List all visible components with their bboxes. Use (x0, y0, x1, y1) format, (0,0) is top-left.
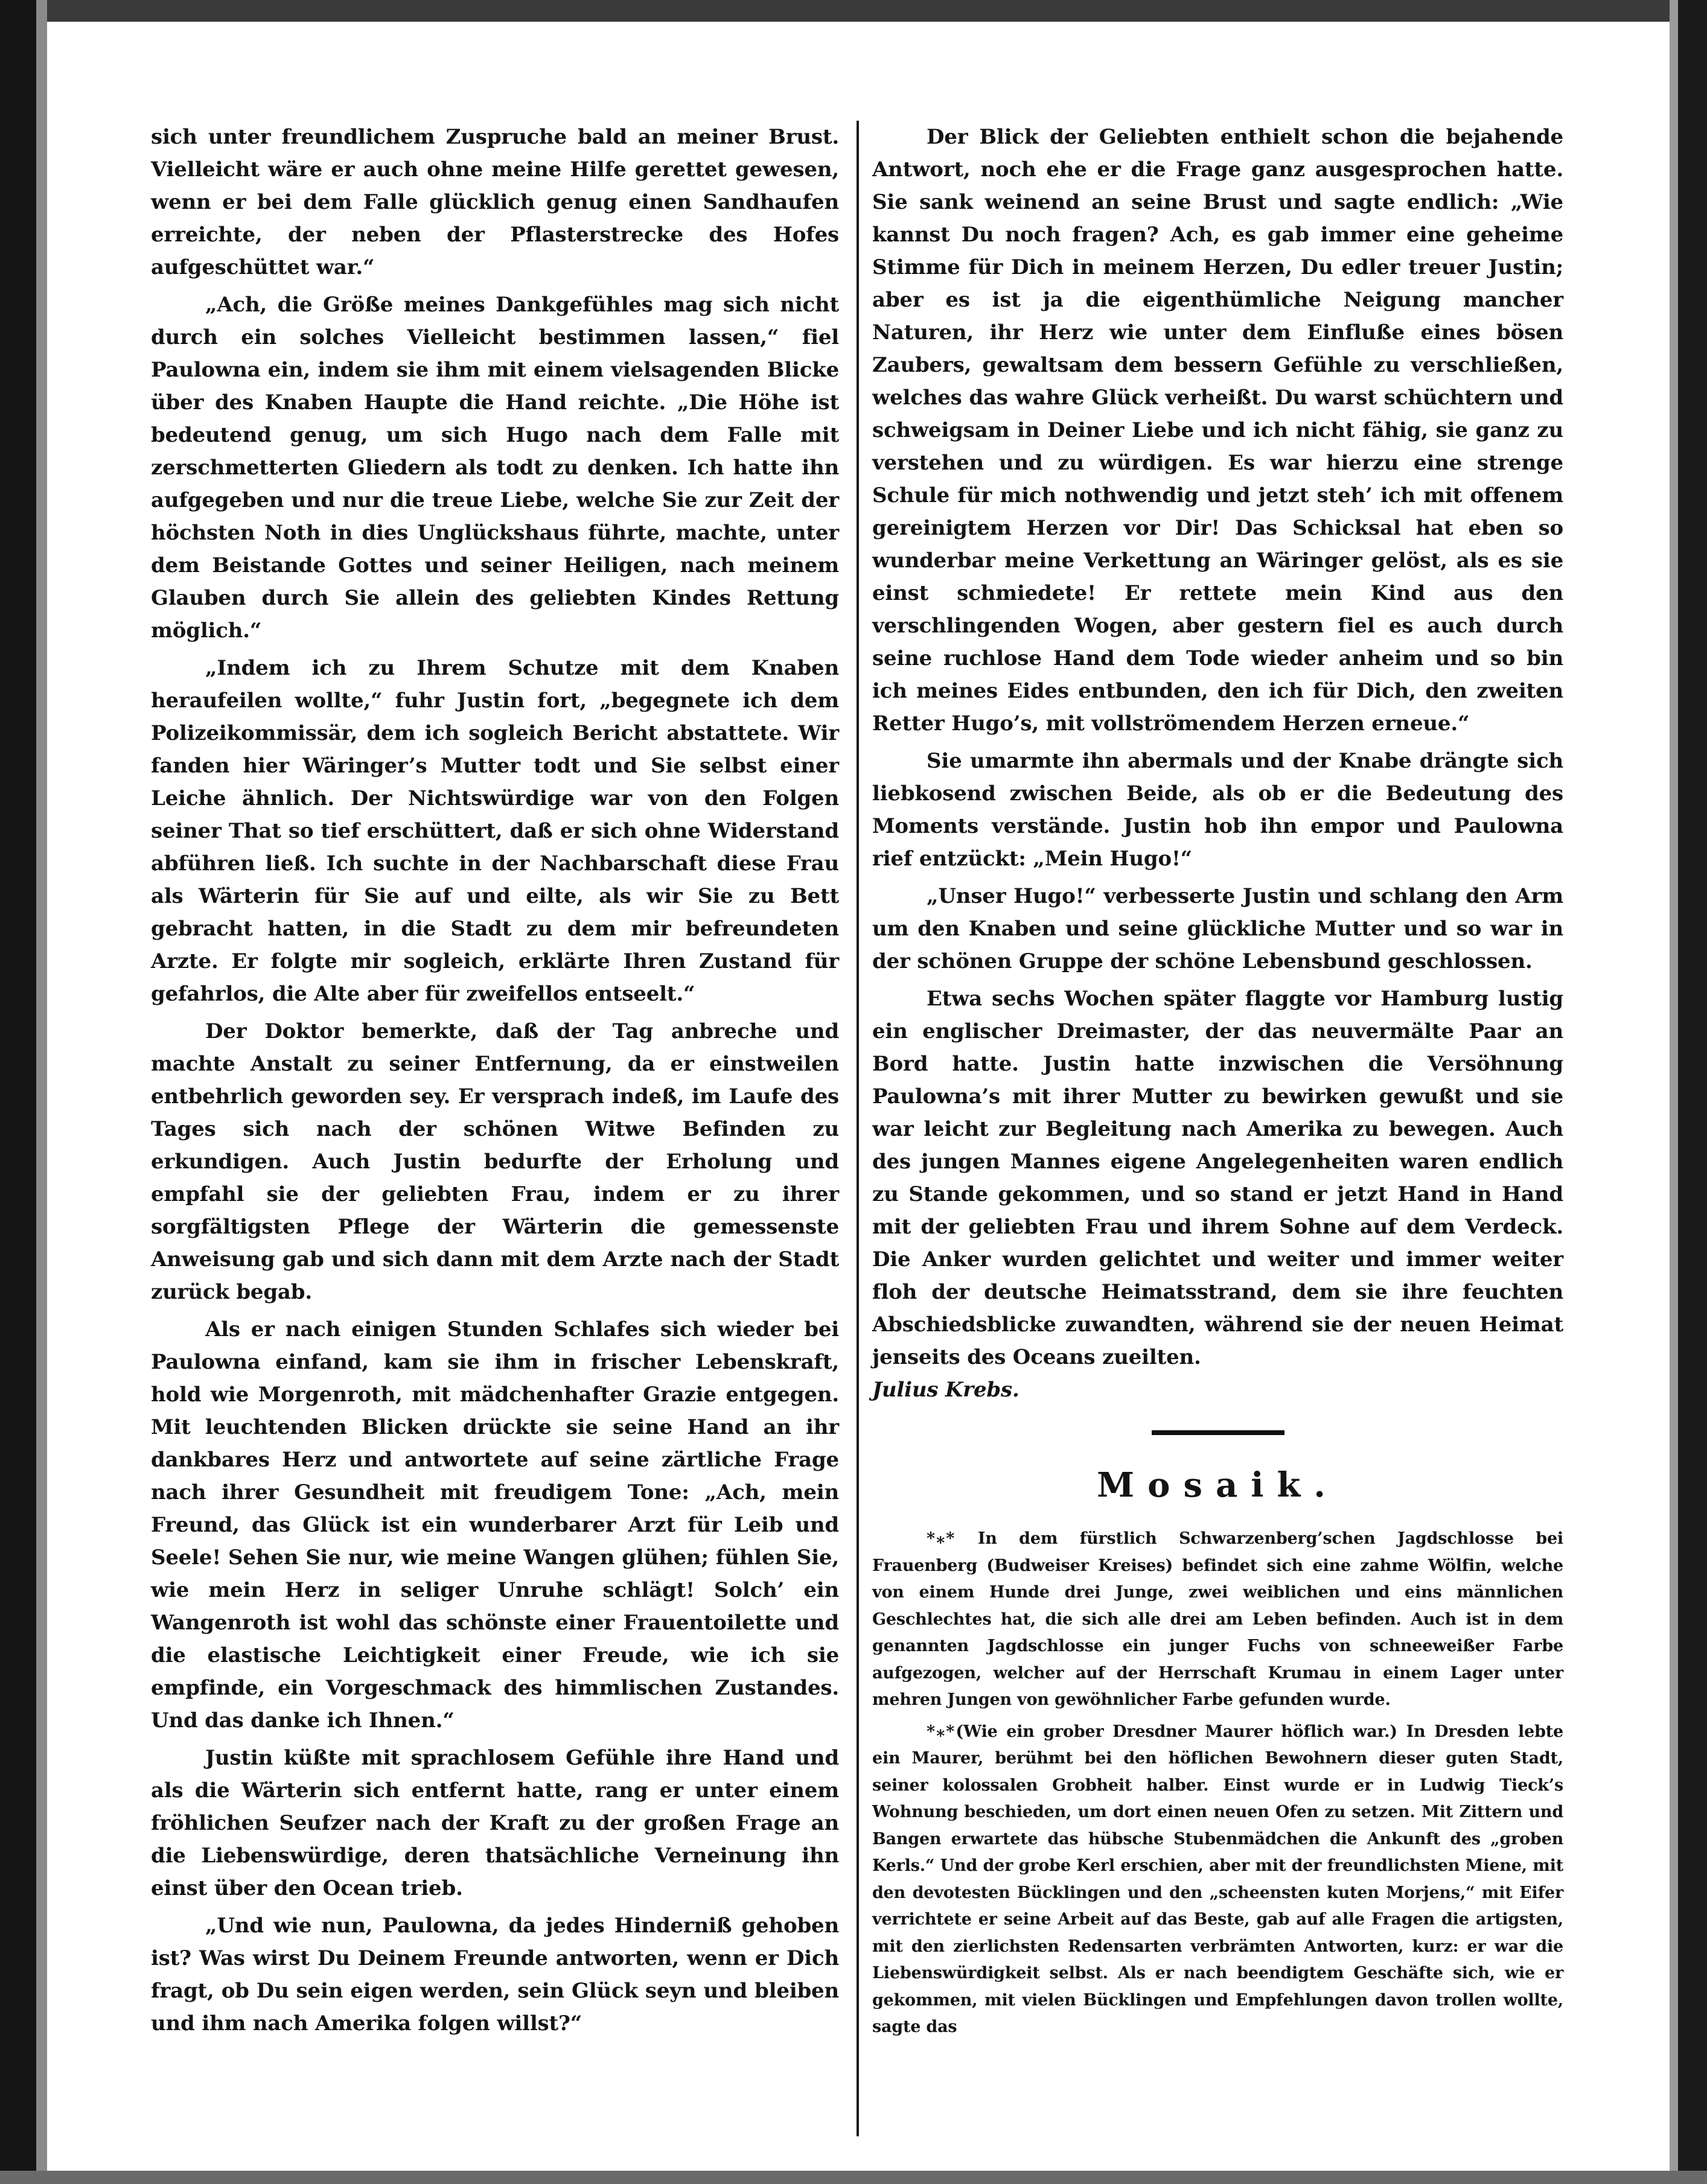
left-paragraph-1: sich unter freundlichem Zuspruche bald an meiner Brust. Vielleicht wäre er auch ohne meine Hilfe gerettet gewesen, wenn er bei dem Falle glücklich genug einen Sandhaufen erreichte, der neben der Pflasterstrecke des Hofes aufgeschüttet war.“ (151, 125, 839, 279)
right-paragraph-4: Etwa sechs Wochen später flaggte vor Hamburg lustig ein englischer Dreimaster, der das neuvermälte Paar an Bord hatte. Justin hatte inzwischen die Versöhnung Paulowna’s mit ihrer Mutter zu bewirken gewußt und sie war leicht zur Begleitung nach Amerika zu bewegen. Auch des jungen Mannes eigene Angelegenheiten waren endlich zu Stande gekommen, und so stand er jetzt Hand in Hand mit der geliebten Frau und ihrem Sohne auf dem Verdeck. Die Anker wurden gelichtet und weiter und immer weiter floh der deutsche Heimatsstrand, dem sie ihre feuchten Abschiedsblicke zuwandten, während sie der neuen Heimat jenseits des Oceans zueilten. (872, 987, 1563, 1369)
author-signature: Julius Krebs. (872, 1378, 1019, 1402)
left-paragraph-7: „Und wie nun, Paulowna, da jedes Hinderniß gehoben ist? Was wirst Du Deinem Freunde antworten, wenn er Dich fragt, ob Du sein eigen werden, sein Glück seyn und bleiben und ihm nach Amerika folgen willst?“ (151, 1914, 839, 2036)
scan-edge-right-shadow (1670, 0, 1678, 2184)
scan-edge-left (0, 0, 36, 2184)
mosaic-item-2-text: (Wie ein grober Dresdner Maurer höflich war.) In Dresden lebte ein Maurer, berühmt bei den höflichen Bewohnern dieser guten Stadt, seiner kolossalen Grobheit halber. Einst wurde er in Ludwig Tieck’s Wohnung beschieden, um dort einen neuen Ofen zu setzen. Mit Zittern und Bangen erwartete das hübsche Stubenmädchen die Ankunft des „groben Kerls.“ Und der grobe Kerl erschien, aber mit der freundlichsten Miene, mit den devotesten Bücklingen und den „scheensten kuten Morjens,“ mit Eifer verrichtete er seine Arbeit auf das Beste, gab auf alle Fragen die artigsten, mit den zierlichsten Redensarten verbrämten Antworten, kurz: er war die Liebenswürdigkeit selbst. Als er nach beendigtem Geschäfte sich, wie er gekommen, mit vielen Bücklingen und Empfehlungen davon trollen wollte, sagte das (872, 1722, 1563, 2036)
left-paragraph-6: Justin küßte mit sprachlosem Gefühle ihre Hand und als die Wärterin sich entfernt hatte, rang er unter einem fröhlichen Seufzer nach der Kraft zu der großen Frage an die Liebenswürdige, deren thatsächliche Verneinung ihn einst über den Ocean trieb. (151, 1746, 839, 1900)
right-paragraph-1: Der Blick der Geliebten enthielt schon die bejahende Antwort, noch ehe er die Frage ganz ausgesprochen hatte. Sie sank weinend an seine Brust und sagte endlich: „Wie kannst Du noch fragen? Ach, es gab immer eine geheime Stimme für Dich in meinem Herzen, Du edler treuer Justin; aber es ist ja die eigenthümliche Neigung mancher Naturen, ihr Herz wie unter dem Einfluße eines bösen Zaubers, gewaltsam dem bessern Gefühle zu verschließen, welches das wahre Glück verheißt. Du warst schüchtern und schweigsam in Deiner Liebe und ich nicht fähig, sie ganz zu verstehen und zu würdigen. Es war hierzu eine strenge Schule für mich nothwendig und jetzt steh’ ich mit offenem gereinigtem Herzen vor Dir! Das Schicksal hat eben so wunderbar meine Verkettung an Wäringer gelöst, als es sie einst schmiedete! Er rettete mein Kind aus den verschlingenden Wogen, aber gestern fiel es auch durch seine ruchlose Hand dem Tode wieder anheim und so bin ich meines Eides entbunden, den ich für Dich, den zweiten Retter Hugo’s, mit vollströmendem Herzen erneue.“ (872, 125, 1563, 736)
section-rule (1152, 1430, 1284, 1435)
mosaic-item-marker: *⁎* (927, 1529, 956, 1548)
mosaic-item-1 (872, 1526, 1563, 1714)
mosaic-heading: Mosaik. (1097, 1465, 1339, 1505)
scan-edge-top (0, 0, 1707, 22)
mosaic-item-marker: *⁎* (927, 1722, 956, 1741)
mosaic-item-1-text: In dem fürstlich Schwarzenberg’schen Jagdschlosse bei Frauenberg (Budweiser Kreises) befindet sich eine zahme Wölfin, welche von einem Hunde drei Junge, zwei weiblichen und eins männlichen Geschlechtes hat, die sich alle drei am Leben befinden. Auch ist in dem genannten Jagdschlosse ein junger Fuchs von schneeweißer Farbe aufgezogen, welcher auf der Herrschaft Krumau in einem Lager unter mehren Jungen von gewöhnlicher Farbe gefunden wurde. (872, 1529, 1563, 1709)
scan-edge-right (1678, 0, 1707, 2184)
right-column (872, 121, 1563, 2041)
left-column (151, 121, 839, 2040)
right-paragraph-2: Sie umarmte ihn abermals und der Knabe drängte sich liebkosend zwischen Beide, als ob er die Bedeutung des Moments verstände. Justin hob ihn empor und Paulowna rief entzückt: „Mein Hugo!“ (872, 749, 1563, 871)
left-paragraph-3: „Indem ich zu Ihrem Schutze mit dem Knaben heraufeilen wollte,“ fuhr Justin fort, „begegnete ich dem Polizeikommissär, dem ich sogleich Bericht abstattete. Wir fanden hier Wäringer’s Mutter todt und Sie selbst einer Leiche ähnlich. Der Nichtswürdige war von den Folgen seiner That so tief erschüttert, daß er sich ohne Widerstand abführen ließ. Ich suchte in der Nachbarschaft diese Frau als Wärterin für Sie auf und eilte, als wir Sie zu Bett gebracht hatten, in die Stadt zu dem mir befreundeten Arzte. Er folgte mir sogleich, erklärte Ihren Zustand für gefahrlos, die Alte aber für zweifellos entseelt.“ (151, 656, 839, 1006)
mosaic-item-2 (872, 1719, 1563, 2041)
column-divider (857, 121, 859, 2136)
left-paragraph-4: Der Doktor bemerkte, daß der Tag anbreche und machte Anstalt zu seiner Entfernung, da er einstweilen entbehrlich geworden sey. Er versprach indeß, im Laufe des Tages sich nach der schönen Witwe Befinden zu erkundigen. Auch Justin bedurfte der Erholung und empfahl sie der geliebten Frau, indem er zu ihrer sorgfältigsten Pflege der Wärterin die gemessenste Anweisung gab und sich dann mit dem Arzte nach der Stadt zurück begab. (151, 1019, 839, 1304)
scan-edge-left-shadow (36, 0, 47, 2184)
left-paragraph-2: „Ach, die Größe meines Dankgefühles mag sich nicht durch ein solches Vielleicht bestimmen lassen,“ fiel Paulowna ein, indem sie ihm mit einem vielsagenden Blicke über des Knaben Haupte die Hand reichte. „Die Höhe ist bedeutend genug, um sich Hugo nach dem Falle mit zerschmetterten Gliedern als todt zu denken. Ich hatte ihn aufgegeben und nur die treue Liebe, welche Sie zur Zeit der höchsten Noth in dies Unglückshaus führte, machte, unter dem Beistande Gottes und seiner Heiligen, nach meinem Glauben durch Sie allein des geliebten Kindes Rettung möglich.“ (151, 293, 839, 643)
scan-edge-bottom (0, 2171, 1707, 2184)
left-paragraph-5: Als er nach einigen Stunden Schlafes sich wieder bei Paulowna einfand, kam sie ihm in frischer Lebenskraft, hold wie Morgenroth, mit mädchenhafter Grazie entgegen. Mit leuchtenden Blicken drückte sie seine Hand an ihr dankbares Herz und antwortete auf seine zärtliche Frage nach ihrer Gesundheit mit freudigem Tone: „Ach, mein Freund, das Glück ist ein wunderbarer Arzt für Leib und Seele! Sehen Sie nur, wie meine Wangen glühen; fühlen Sie, wie mein Herz in seliger Unruhe schlägt! Solch’ ein Wangenroth ist wohl das schönste einer Frauentoilette und die elastische Leichtigkeit einer Freude, wie ich sie empfinde, ein Vorgeschmack des himmlischen Zustandes. Und das danke ich Ihnen.“ (151, 1317, 839, 1733)
right-paragraph-3: „Unser Hugo!“ verbesserte Justin und schlang den Arm um den Knaben und seine glückliche Mutter und so war in der schönen Gruppe der schöne Lebensbund geschlossen. (872, 884, 1563, 973)
